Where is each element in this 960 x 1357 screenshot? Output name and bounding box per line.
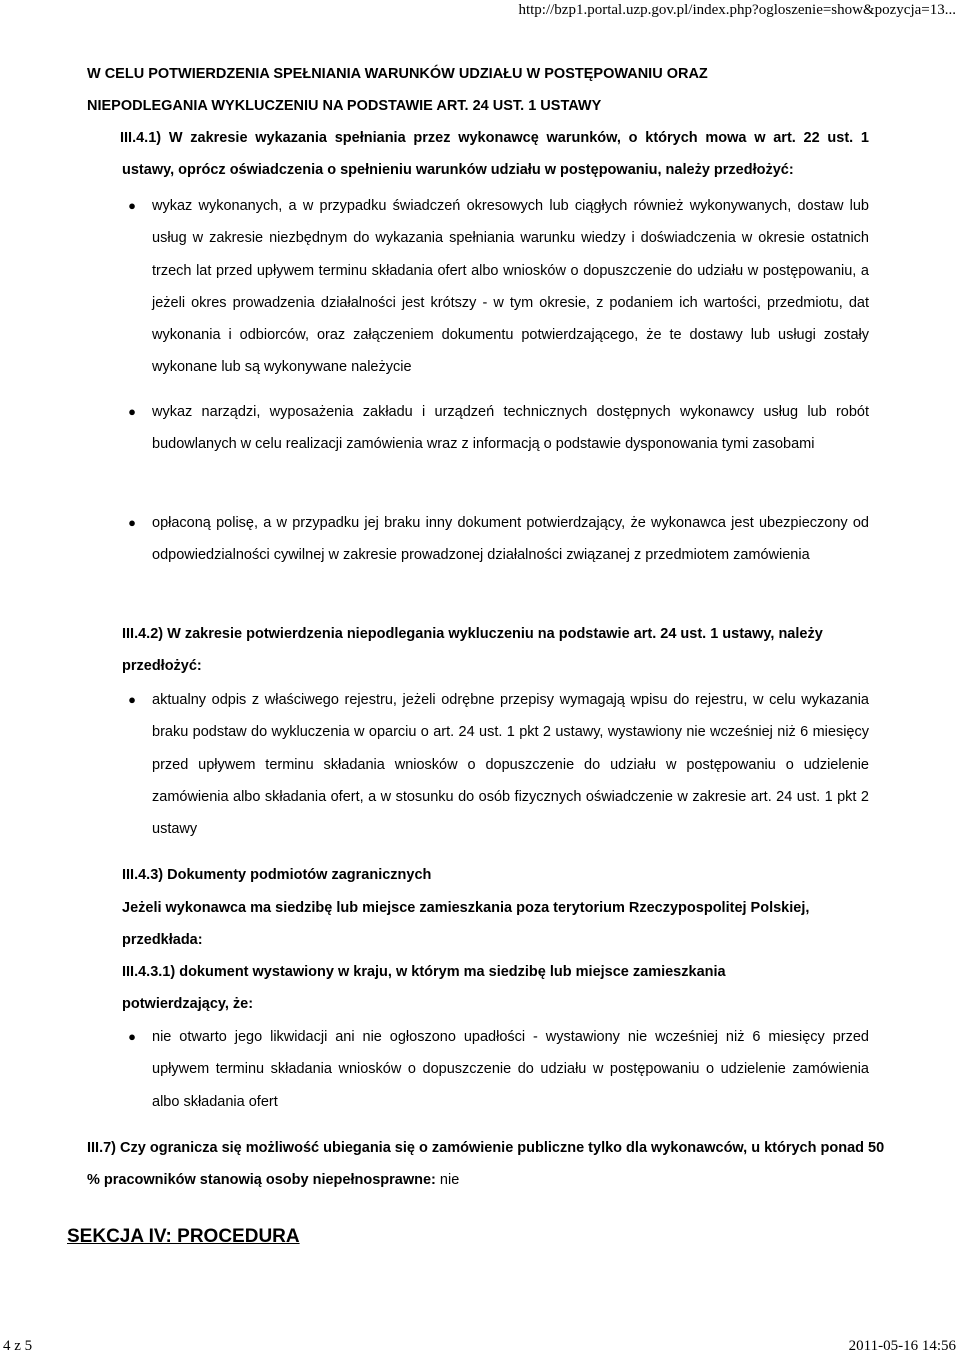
bullet-icon: ● <box>128 198 136 213</box>
answer-value: nie <box>439 1172 460 1189</box>
question-text: III.7) Czy ogranicza się możliwość ubiegania się o zamówienie publiczne tylko dla wykonawców, u których ponad 50 % pracowników stanowią osoby niepełnosprawne: <box>87 1140 885 1189</box>
bullet-icon: ● <box>128 515 136 530</box>
page-url-header: http://bzp1.portal.uzp.gov.pl/index.php?ogloszenie=show&pozycja=13... <box>518 2 956 18</box>
section-342-title: III.4.2) W zakresie potwierdzenia niepodlegania wykluczeniu na podstawie art. 24 ust. 1 ustawy, należy przedłożyć: <box>122 626 823 675</box>
list-item: nie otwarto jego likwidacji ani nie ogłoszono upadłości - wystawiony nie wcześniej niż 6 miesięcy przed upływem terminu składania wniosków o dopuszczenie do udziału w postępowaniu o udzielenie zamówienia albo składania ofert <box>152 1029 869 1110</box>
section-341-title: III.4.1) W zakresie wykazania spełniania przez wykonawcę warunków, o których mowa w art. 22 ust. 1 ustawy, oprócz oświadczenia o spełnieniu warunków udziału w postępowaniu, należy przedłożyć: <box>120 130 869 179</box>
section-title: SEKCJA IV: PROCEDURA <box>67 1226 300 1247</box>
page-number: 4 z 5 <box>3 1338 33 1354</box>
list-item: opłaconą polisę, a w przypadku jej braku inny dokument potwierdzający, że wykonawca jest ubezpieczony od odpowiedzialności cywilnej w zakresie prowadzonej działalności związanej z przedmiotem zamówienia <box>152 515 869 564</box>
section-343-intro: Jeżeli wykonawca ma siedzibę lub miejsce zamieszkania poza terytorium Rzeczypospolitej Polskiej, przedkłada: <box>122 900 810 949</box>
section-3431-title: III.4.3.1) dokument wystawiony w kraju, w którym ma siedzibę lub miejsce zamieszkania potwierdzający, że: <box>122 964 726 1013</box>
section-343-title: III.4.3) Dokumenty podmiotów zagranicznych <box>122 867 432 883</box>
bullet-icon: ● <box>128 692 136 707</box>
list-item: aktualny odpis z właściwego rejestru, jeżeli odrębne przepisy wymagają wpisu do rejestru, w celu wykazania braku podstaw do wykluczenia w oparciu o art. 24 ust. 1 pkt 2 ustawy, wystawiony nie wcześniej niż 6 miesięcy przed upływem terminu składania wniosków o dopuszczenie do udziału w postępowaniu o udzielenie zamówienia albo składania ofert, a w stosunku do osób fizycznych oświadczenie w zakresie art. 24 ust. 1 pkt 2 ustawy <box>152 692 869 838</box>
print-datetime: 2011-05-16 14:56 <box>848 1338 956 1354</box>
section-37-question <box>87 1132 897 1197</box>
list-item: wykaz wykonanych, a w przypadku świadczeń okresowych lub ciągłych również wykonywanych, dostaw lub usług w zakresie niezbędnym do wykazania spełniania warunku wiedzy i doświadczenia w okresie ostatnich trzech lat przed upływem terminu składania ofert albo wniosków o dopuszczenie do udziału w postępowaniu, a jeżeli okres prowadzenia działalności jest krótszy - w tym okresie, z podaniem ich wartości, przedmiotu, dat wykonania i odbiorców, oraz załączeniem dokumentu potwierdzającego, że te dostawy lub usługi zostały wykonane lub są wykonywane należycie <box>152 198 869 376</box>
list-item: wykaz narządzi, wyposażenia zakładu i urządzeń technicznych dostępnych wykonawcy usług lub robót budowlanych w celu realizacji zamówienia wraz z informacją o podstawie dysponowania tymi zasobami <box>152 404 869 453</box>
heading: W CELU POTWIERDZENIA SPEŁNIANIA WARUNKÓW UDZIAŁU W POSTĘPOWANIU ORAZ NIEPODLEGANIA WYKLUCZENIU NA PODSTAWIE ART. 24 UST. 1 USTAWY <box>87 66 708 115</box>
bullet-icon: ● <box>128 1029 136 1044</box>
bullet-icon: ● <box>128 404 136 419</box>
